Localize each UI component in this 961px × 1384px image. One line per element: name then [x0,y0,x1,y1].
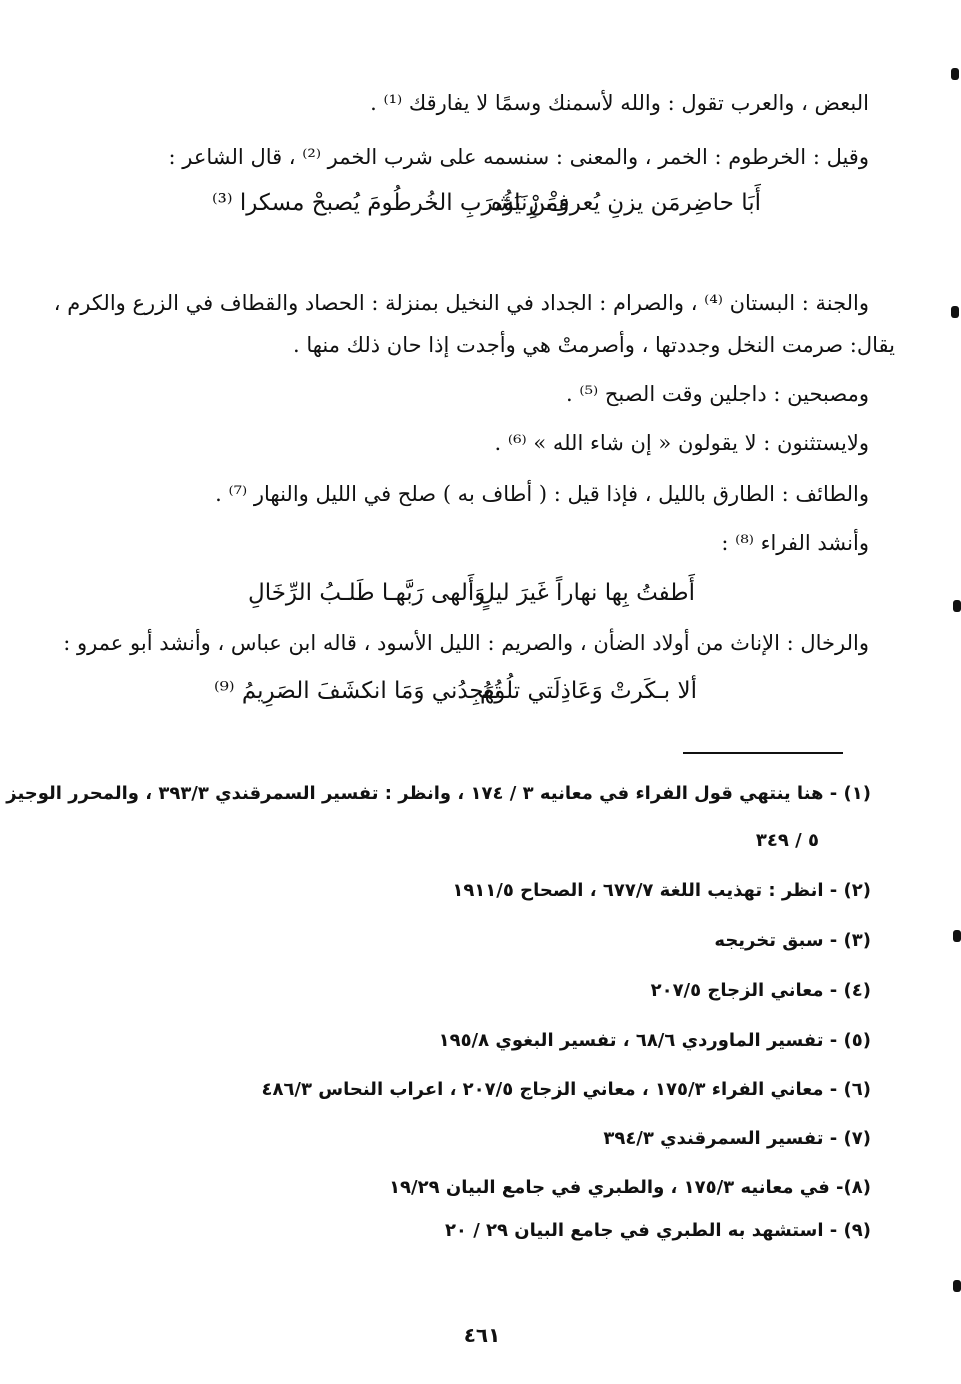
verse-hemistich: وَأَلهى رَبَّهـا طَلـبُ الرِّخَالِ [248,580,486,606]
verse-hemistich: تُهَجِدُني وَمَا انكشَفَ الصَرِيمُ ⁽⁹⁾ [214,678,502,704]
verse-hemistich: ألا بـكَرتْ وَعَاذِلَتي تلُومُ [480,678,697,704]
body-line: البعض ، والعرب تقول : والله لأسمنك وسمًا لا يفارقك ⁽¹⁾ . [370,91,869,115]
verse-hemistich: أَبَا حاضِرمَن يزنِ يُعرفْ زِنَاؤُه [490,190,761,216]
verse-hemistich: وَمَنْ يَشرَبِ الخُرطُومَ يُصبحْ مسكرا ⁽³⁾ [212,190,570,216]
verse-hemistich: أَطفتُ بِها نهاراً غَيرَ ليلٍ [478,580,695,606]
footnote-separator [683,752,843,754]
footnote: (١) - هنا ينتهي قول الفراء في معانيه ٣ / ١٧٤ ، وانظر : تفسير السمرقندي ٣٩٣/٣ ، والمحرر الوجيز [6,783,871,804]
body-line: والرخال : الإناث من أولاد الضأن ، والصريم : الليل الأسود ، قاله ابن عباس ، وأنشد أبو عمرو : [63,631,869,655]
page-number: ٤٦١ [463,1323,501,1347]
body-line: وقيل : الخرطوم : الخمر ، والمعنى : سنسمه على شرب الخمر ⁽²⁾ ، قال الشاعر : [168,145,869,169]
body-line: وأنشد الفراء ⁽⁸⁾ : [721,531,869,555]
footnote: (٦) - معاني الفراء ١٧٥/٣ ، معاني الزجاج ٢٠٧/٥ ، اعراب النحاس ٤٨٦/٣ [261,1079,871,1100]
body-line: والطائف : الطارق بالليل ، فإذا قيل : ( أطاف به ) صلح في الليل والنهار ⁽⁷⁾ . [215,482,869,506]
footnote: (٥) - تفسير الماوردي ٦٨/٦ ، تفسير البغوي ١٩٥/٨ [438,1030,871,1051]
binding-hole-mark [951,306,959,318]
body-line: ولايستثنون : لا يقولون « إن شاء الله » ⁽⁶⁾ . [494,431,869,455]
binding-hole-mark [953,600,961,612]
body-line: ومصبحين : داجلين وقت الصبح ⁽⁵⁾ . [566,382,869,406]
footnote: ٥ / ٣٤٩ [755,830,819,851]
footnote: (٨)- في معانيه ١٧٥/٣ ، والطبري في جامع البيان ١٩/٢٩ [389,1177,871,1198]
footnote: (٤) - معاني الزجاج ٢٠٧/٥ [650,980,871,1001]
binding-hole-mark [953,930,961,942]
footnote: (٣) - سبق تخريجه [714,930,871,951]
body-line: يقال: صرمت النخل وجددتها ، وأصرمتْ هي وأجدت إذا حان ذلك منها . [292,333,895,357]
footnote: (٢) - انظر : تهذيب اللغة ٦٧٧/٧ ، الصحاح ١٩١١/٥ [452,880,871,901]
binding-hole-mark [953,1280,961,1292]
footnote: (٧) - تفسير السمرقندي ٣٩٤/٣ [603,1128,871,1149]
body-line: والجنة : البستان ⁽⁴⁾ ، والصرام : الجداد في النخيل بمنزلة : الحصاد والقطاف في الزرع والكرم ، [53,291,869,315]
footnote: (٩) - استشهد به الطبري في جامع البيان ٢٩ / ٢٠ [444,1220,871,1241]
binding-hole-mark [951,68,959,80]
